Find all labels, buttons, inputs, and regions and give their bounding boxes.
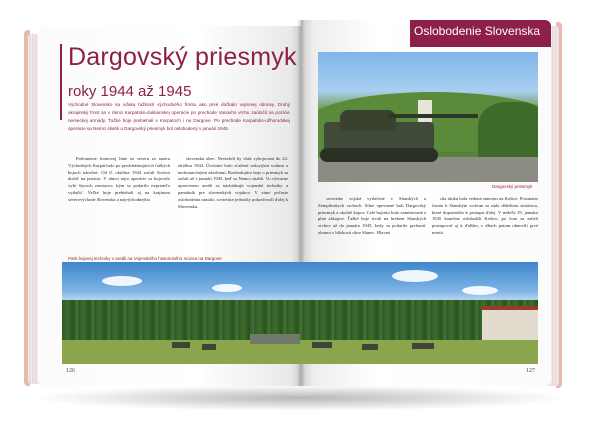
body-column-1: Prelomenie frontovej línie zo severu zo smeru Východných Karpát bolo po predchádzajúcich ťažkých bojoch náročné. Od 8. októbra 1944 začali Sovieti útočiť na pozície. V rámci tejto operácie sa bojovalo vyše štyroch mesiacov, kým sa podarilo nepriateľa vytlačiť. Veľké boje prebiehali aj na krajinom severovýchode Slovenska a najvýchodnejšia	[68, 156, 170, 202]
panorama-caption: Park bojovej techniky v areáli na Vojenského historického múzea na Dargove	[68, 256, 222, 261]
body-column-4: sila útoku bola vedená smerom na Košice. Posunutie frontu k Slanským vrchom sa stalo dôležitou situáciou, ktoré dopomohlo k postupu ďalej. V nedeľu 19. januára 1945 konečne oslobodili Košice, po čom sa začali postupovať aj k ďalším, v dňoch potom obnovili prvé mestá.	[432, 196, 538, 235]
photo-caption-top: Dargovský priesmyk	[492, 184, 533, 189]
body-column-2: slovenská obec. Neviaželi by však vybojovaní do 24. októbra 1944. Útočenie bolo sťažené zakrytými svahmi a nedostatočnými zásobami. Rozhodujúce boje o priesmyk sa začali až v januári 1945, keď sa Nemci stiahli. Vo výtvarne upravenom areáli sa nachádzajú vojenské techniky a pamätník pre slovenských vojakov. V zime počasie oslobodenia nastalo, sovietske jednotky pokračovali ďalej k Slovensku.	[178, 156, 288, 209]
lead-paragraph: Východné Slovensko sa vďaka ťažkostí východného frontu ako prvé dočkalo vojnovej obnovy. Druhý ukrajinský front sa v rámci Karpatsko-duklianskej operácie po prechode Vanovho vrchu zaútočil na pozície nemeckej armády. Ťažké boje prebiehali v Karpatoch i na Dargove. Po prechode Karpatsko-užhorodskej operácie sa Nemci stiahli a Dargovský priesmyk bol oslobodený v januári 1945.	[68, 102, 290, 131]
chapter-title: Dargovský priesmyk	[68, 43, 297, 71]
tank-monument-photo	[318, 52, 538, 182]
body-column-3: sovietske vojská vytlačené v Slanských a Zemplínskych vrchoch. Silne opevnené boli Dargovský priesmyk a okolité kopce. Celé bojisko bolo zamínované a plné zákopov. Ťažké boje trvali na hrebeni Slanských vrchov až do januára 1945, kedy sa podarilo prelomiť obranu v blízkosti obce Slanec. Hlavná	[318, 196, 426, 235]
page-number-left: 126	[66, 368, 75, 374]
section-header: Oslobodenie Slovenska	[414, 24, 541, 38]
title-accent-bar	[60, 44, 62, 120]
page-number-right: 127	[526, 368, 535, 374]
chapter-subtitle: roky 1944 až 1945	[68, 83, 192, 100]
military-park-panorama	[62, 262, 538, 364]
